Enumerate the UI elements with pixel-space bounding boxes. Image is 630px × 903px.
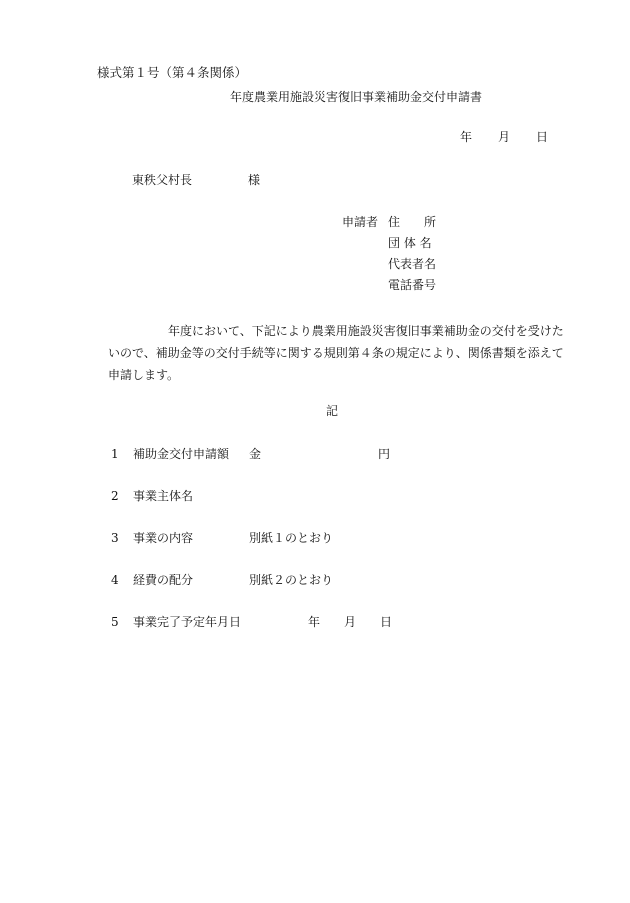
item-value-yen: 円 [378, 447, 391, 461]
completion-date [308, 616, 392, 628]
item-number: 5 [111, 615, 119, 629]
item-number: 2 [111, 489, 119, 503]
date-year: 年 [460, 130, 473, 144]
application-body-text: 年度において、下記により農業用施設災害復旧事業補助金の交付を受けたいので、補助金等の交付手続等に関する規則第４条の規定により、関係書類を添えて申請します。 [108, 324, 564, 382]
date-month: 月 [498, 130, 511, 144]
item-label-completion-date: 事業完了予定年月日 [133, 615, 242, 629]
addressee-honorific: 様 [248, 173, 261, 187]
addressee-name: 東秩父村長 [132, 173, 193, 187]
item-label-business-content: 事業の内容 [133, 531, 194, 545]
submission-date [460, 131, 548, 143]
applicant-phone-label: 電話番号 [388, 278, 437, 292]
completion-year: 年 [308, 615, 321, 629]
applicant-group-name-label: 団 体 名 [388, 236, 432, 250]
item-number: 3 [111, 531, 119, 545]
date-day: 日 [536, 130, 549, 144]
completion-month: 月 [344, 615, 357, 629]
item-number: 1 [111, 447, 119, 461]
item-value-kin: 金 [249, 447, 262, 461]
applicant-label: 申請者 [342, 215, 379, 229]
item-label-business-entity: 事業主体名 [133, 489, 194, 503]
document-title: 年度農業用施設災害復旧事業補助金交付申請書 [230, 90, 483, 104]
item-number: 4 [111, 573, 119, 587]
ki-heading: 記 [326, 404, 339, 418]
item-label-expense-allocation: 経費の配分 [133, 573, 194, 587]
applicant-address-label: 住 所 [388, 215, 437, 229]
item-label-subsidy-amount: 補助金交付申請額 [133, 447, 230, 461]
form-number: 様式第１号（第４条関係） [97, 65, 248, 80]
applicant-representative-label: 代表者名 [388, 257, 437, 271]
completion-day: 日 [380, 615, 393, 629]
item-value-attachment-1: 別紙１のとおり [249, 531, 334, 545]
item-value-attachment-2: 別紙２のとおり [249, 573, 334, 587]
